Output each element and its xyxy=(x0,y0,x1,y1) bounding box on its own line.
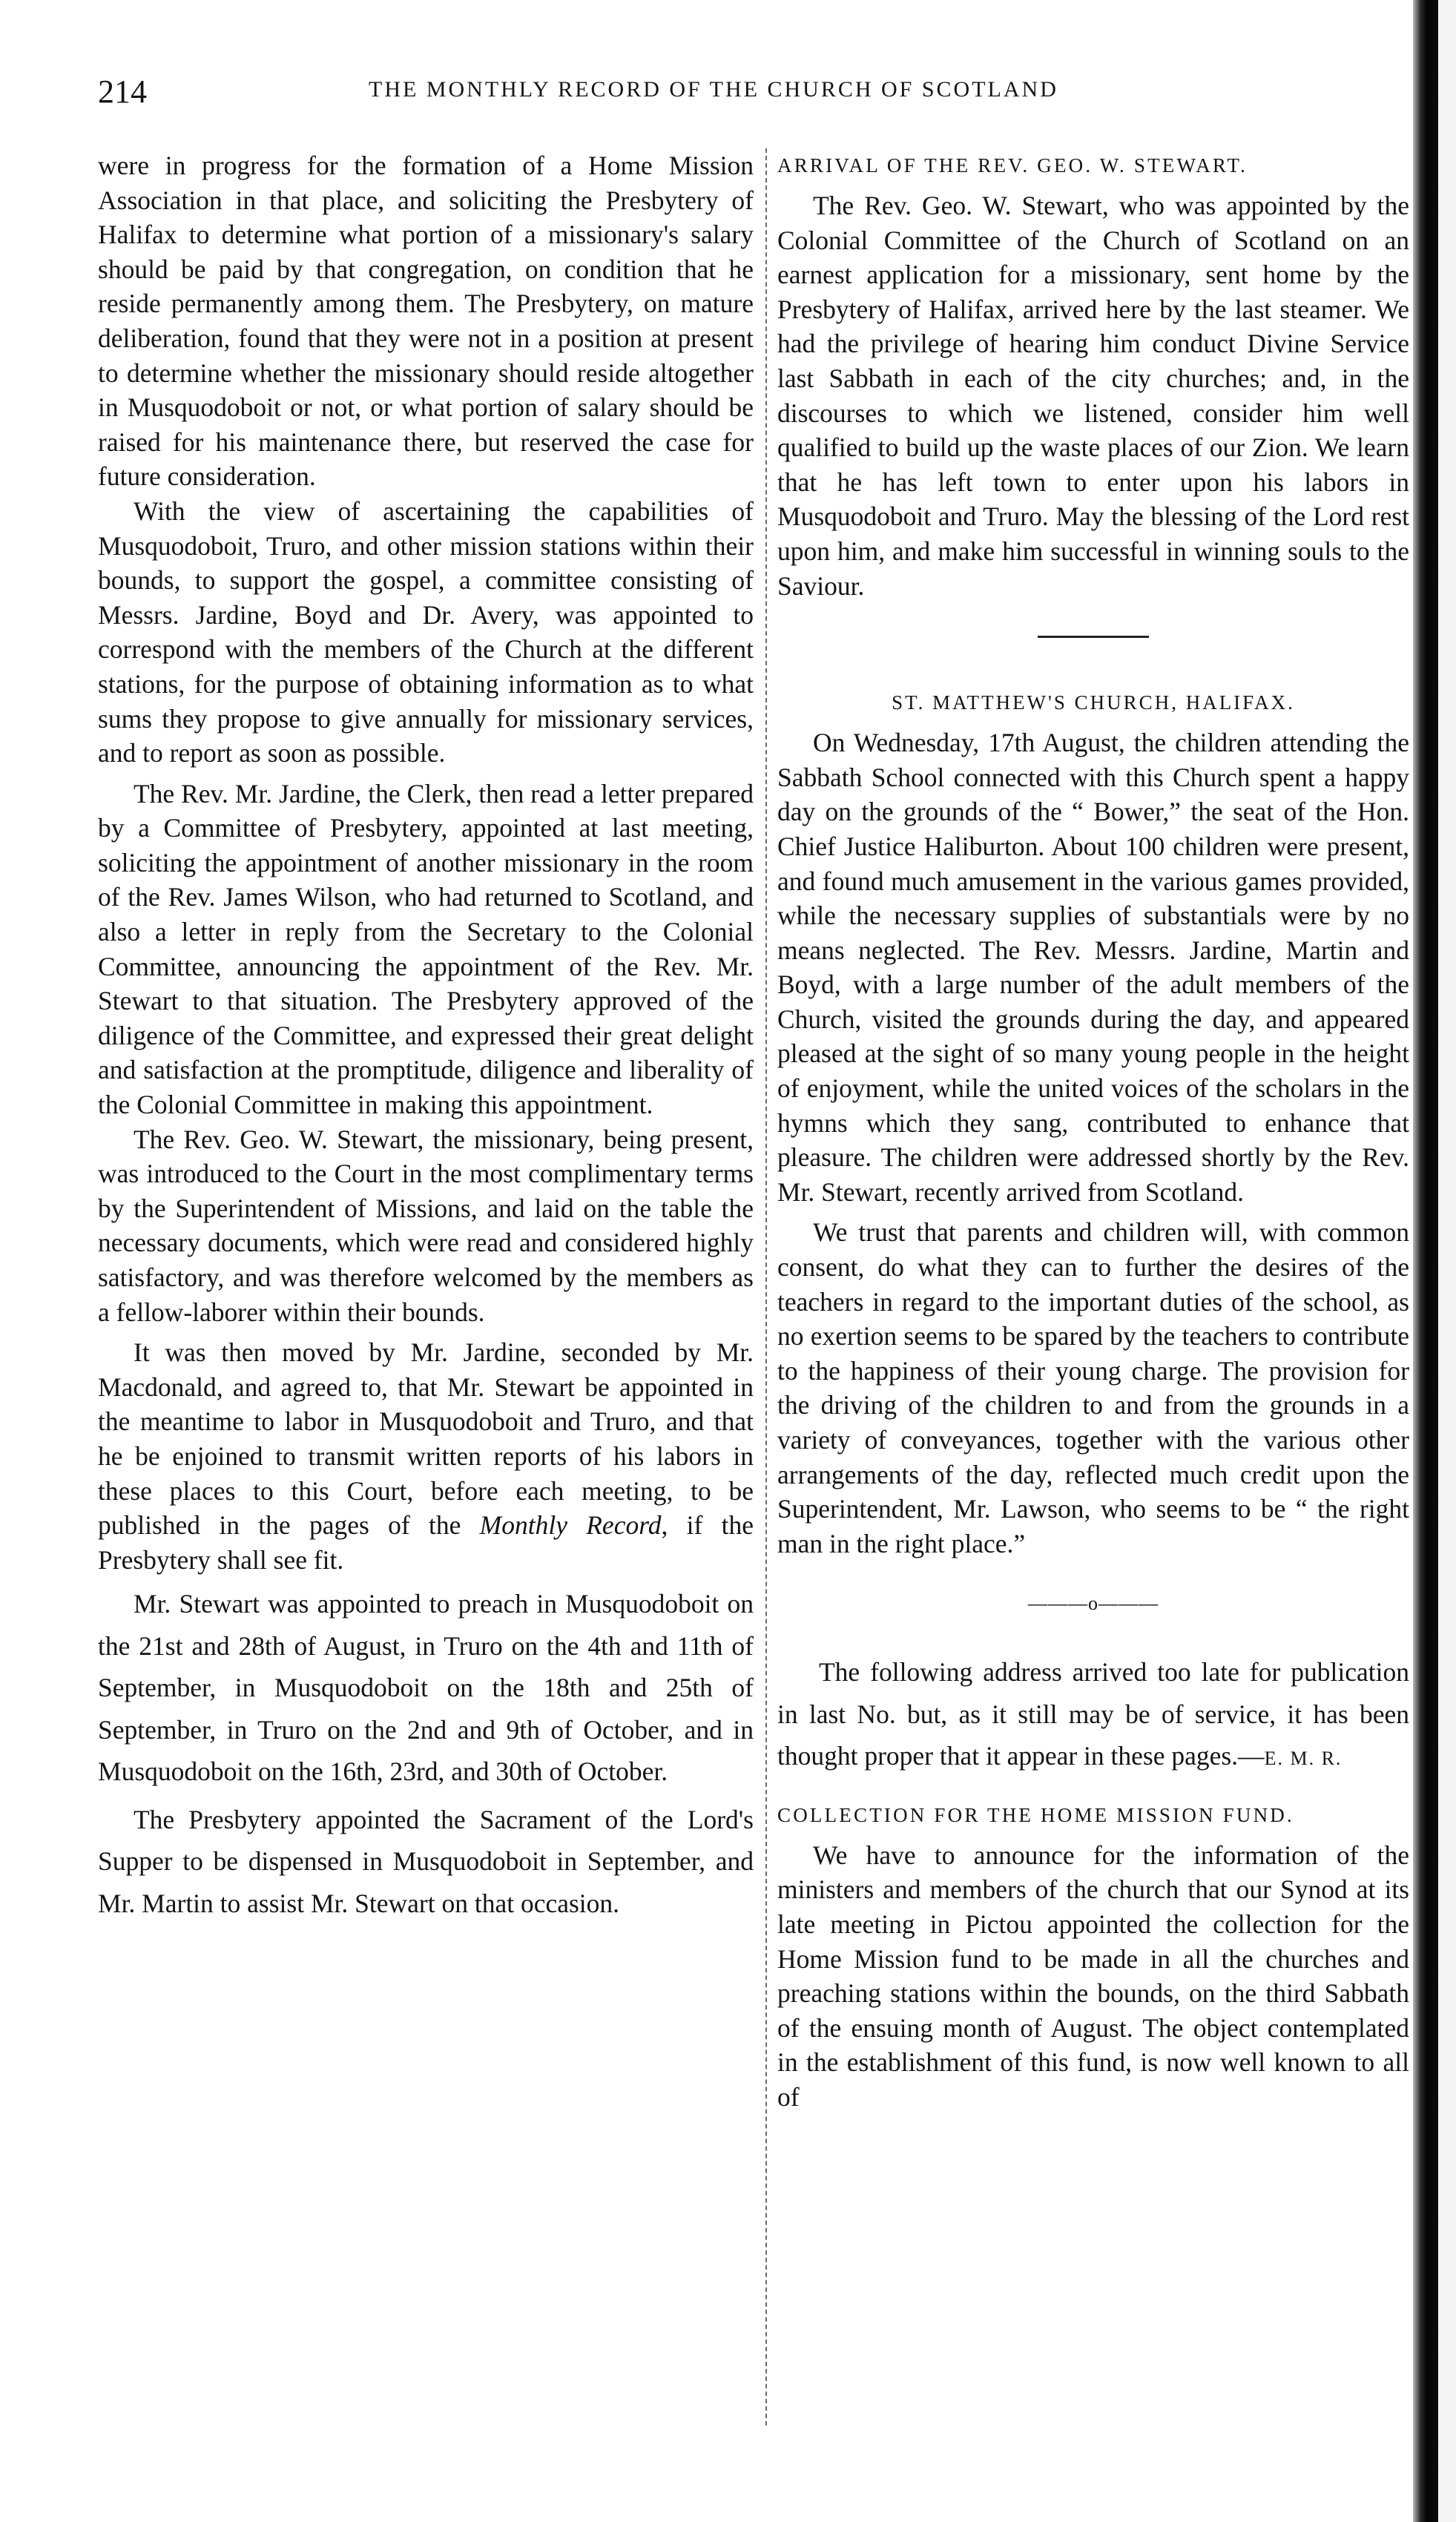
paragraph: We trust that parents and children will, with common consent, do what they can to further the desires of the teachers in regard to the important duties of the school, as no exertion seems to be spared by the teachers to contribute to the happiness of their young charge. The provision for the driving of the children to and from the grounds in a variety of conveyances, together with the various other arrangements of the day, reflected much credit upon the Superintendent, Mr. Lawson, who seems to be “ the right man in the right place.” xyxy=(777,1217,1409,1558)
publication-title: Monthly Record xyxy=(479,1510,662,1541)
facing-page-edge xyxy=(1438,0,1456,2522)
paragraph: We have to announce for the information of the ministers and members of the church that our Synod at its late meeting in Pictou appointed the collection for the Home Mission fund to be made in all the churches and preaching stations within the bounds, on the third Sabbath of the ensuing month of August. The object contemplated in the establishment of this fund, is now well known to all of xyxy=(777,1840,1409,2113)
paragraph: The Rev. Geo. W. Stewart, who was appointed by the Colonial Committee of the Church of Scotland on an earnest application for a missionary, sent home by the Presbytery of Halifax, arrived here by the last steamer. We had the privilege of hearing him conduct Divine Service last Sabbath in each of the city churches; and, in the discourses to which we listened, consider him well qualified to build up the waste places of our Zion. We learn that he has left town to enter upon his labors in Musquodoboit and Truro. May the blessing of the Lord rest upon him, and make him successful in winning souls to the Saviour. xyxy=(777,191,1409,601)
paragraph: Mr. Stewart was appointed to preach in Musquodoboit on the 21st and 28th of August, in Truro on the 4th and 11th of September, in Musquodoboit on the 18th and 25th of September, in Truro on the 2nd and 9th of October, and in Musquodoboit on the 16th, 23rd, and 30th of October. xyxy=(98,1589,754,1787)
paragraph-text: The following address arrived too late for publication in last No. but, as it still may be of service, it has been thought proper that it appear in these pages.— xyxy=(777,1657,1409,1771)
paragraph: On Wednesday, 17th August, the children attending the Sabbath School connected with this Church spent a happy day on the grounds of the “ Bower,” the seat of the Hon. Chief Justice Haliburton. About 100 children were present, and found much amusement in the various games provided, while the necessary supplies of substantials were by no means neglected. The Rev. Messrs. Jardine, Martin and Boyd, with a large number of the adult members of the Church, visited the grounds during the day, and appeared pleased at the sight of so many young people in the height of enjoyment, while the united voices of the scholars in the hymns which they sang, contributed to enhance that pleasure. The children were addressed shortly by the Rev. Mr. Stewart, recently arrived from Scotland. xyxy=(777,728,1409,1207)
ornament-separator: ———o——— xyxy=(1028,1593,1159,1615)
paragraph: The Presbytery appointed the Sacrament of the Lord's Supper to be dispensed in Musquodoboit in September, and Mr. Martin to assist Mr. Stewart on that occasion. xyxy=(98,1804,754,1918)
column-divider xyxy=(765,148,767,2426)
signature: E. M. R. xyxy=(1264,1748,1343,1770)
section-heading: ST. MATTHEW'S CHURCH, HALIFAX. xyxy=(892,691,1295,714)
right-column xyxy=(777,148,1409,2115)
section-heading: COLLECTION FOR THE HOME MISSION FUND. xyxy=(777,1803,1294,1826)
paragraph: The Rev. Geo. W. Stewart, the missionary, being present, was introduced to the Court in the most complimentary terms by the Superintendent of Missions, and laid on the table the necessary documents, which were read and considered highly satisfactory, and was therefore welcomed by the members as a fellow-laborer within their bounds. xyxy=(98,1124,754,1327)
paragraph: The Rev. Mr. Jardine, the Clerk, then read a letter prepared by a Committee of Presbytery, appointed at last meeting, soliciting the appointment of another missionary in the room of the Rev. James Wilson, who had returned to Scotland, and also a letter in reply from the Secretary to the Colonial Committee, announcing the appointment of the Rev. Mr. Stewart to that situation. The Presbytery approved of the diligence of the Committee, and expressed their great delight and satisfaction at the promptitude, diligence and liberality of the Colonial Committee in making this appointment. xyxy=(98,778,754,1120)
section-rule xyxy=(1038,636,1149,638)
page-header xyxy=(98,73,1255,117)
page-number: 214 xyxy=(98,73,147,110)
paragraph xyxy=(777,1651,1409,1780)
section-heading: ARRIVAL OF THE REV. GEO. W. STEWART. xyxy=(777,154,1248,177)
gutter-shadow xyxy=(1413,0,1438,2522)
paragraph-text: It was then moved by Mr. Jardine, seconded by Mr. Macdonald, and agreed to, that Mr. Stewart be appointed in the meantime to labor in Musquodoboit and Truro, and that he be enjoined to transmit written reports of his labors in these places to this Court, before each meeting, to be published in the pages of the xyxy=(98,1337,754,1541)
left-column xyxy=(98,148,754,1924)
paragraph: were in progress for the formation of a Home Mission Association in that place, and soliciting the Presbytery of Halifax to determine what portion of a missionary's salary should be paid by that congregation, on condition that he reside permanently among them. The Presbytery, on mature deliberation, found that they were not in a position at present to determine whether the missionary should reside altogether in Musquodoboit or not, or what portion of salary should be raised for his maintenance there, but reserved the case for future consideration. xyxy=(98,151,754,492)
paragraph xyxy=(98,1335,754,1577)
paragraph: With the view of ascertaining the capabilities of Musquodoboit, Truro, and other mission stations within their bounds, to support the gospel, a committee consisting of Messrs. Jardine, Boyd and Dr. Avery, was appointed to correspond with the members of the Church at the different stations, for the purpose of obtaining information as to what sums they propose to give annually for missionary services, and to report as soon as possible. xyxy=(98,495,754,768)
paragraph-text: , if the Presbytery shall see fit. xyxy=(98,1510,754,1575)
running-title: THE MONTHLY RECORD OF THE CHURCH OF SCOTLAND xyxy=(369,77,1058,102)
